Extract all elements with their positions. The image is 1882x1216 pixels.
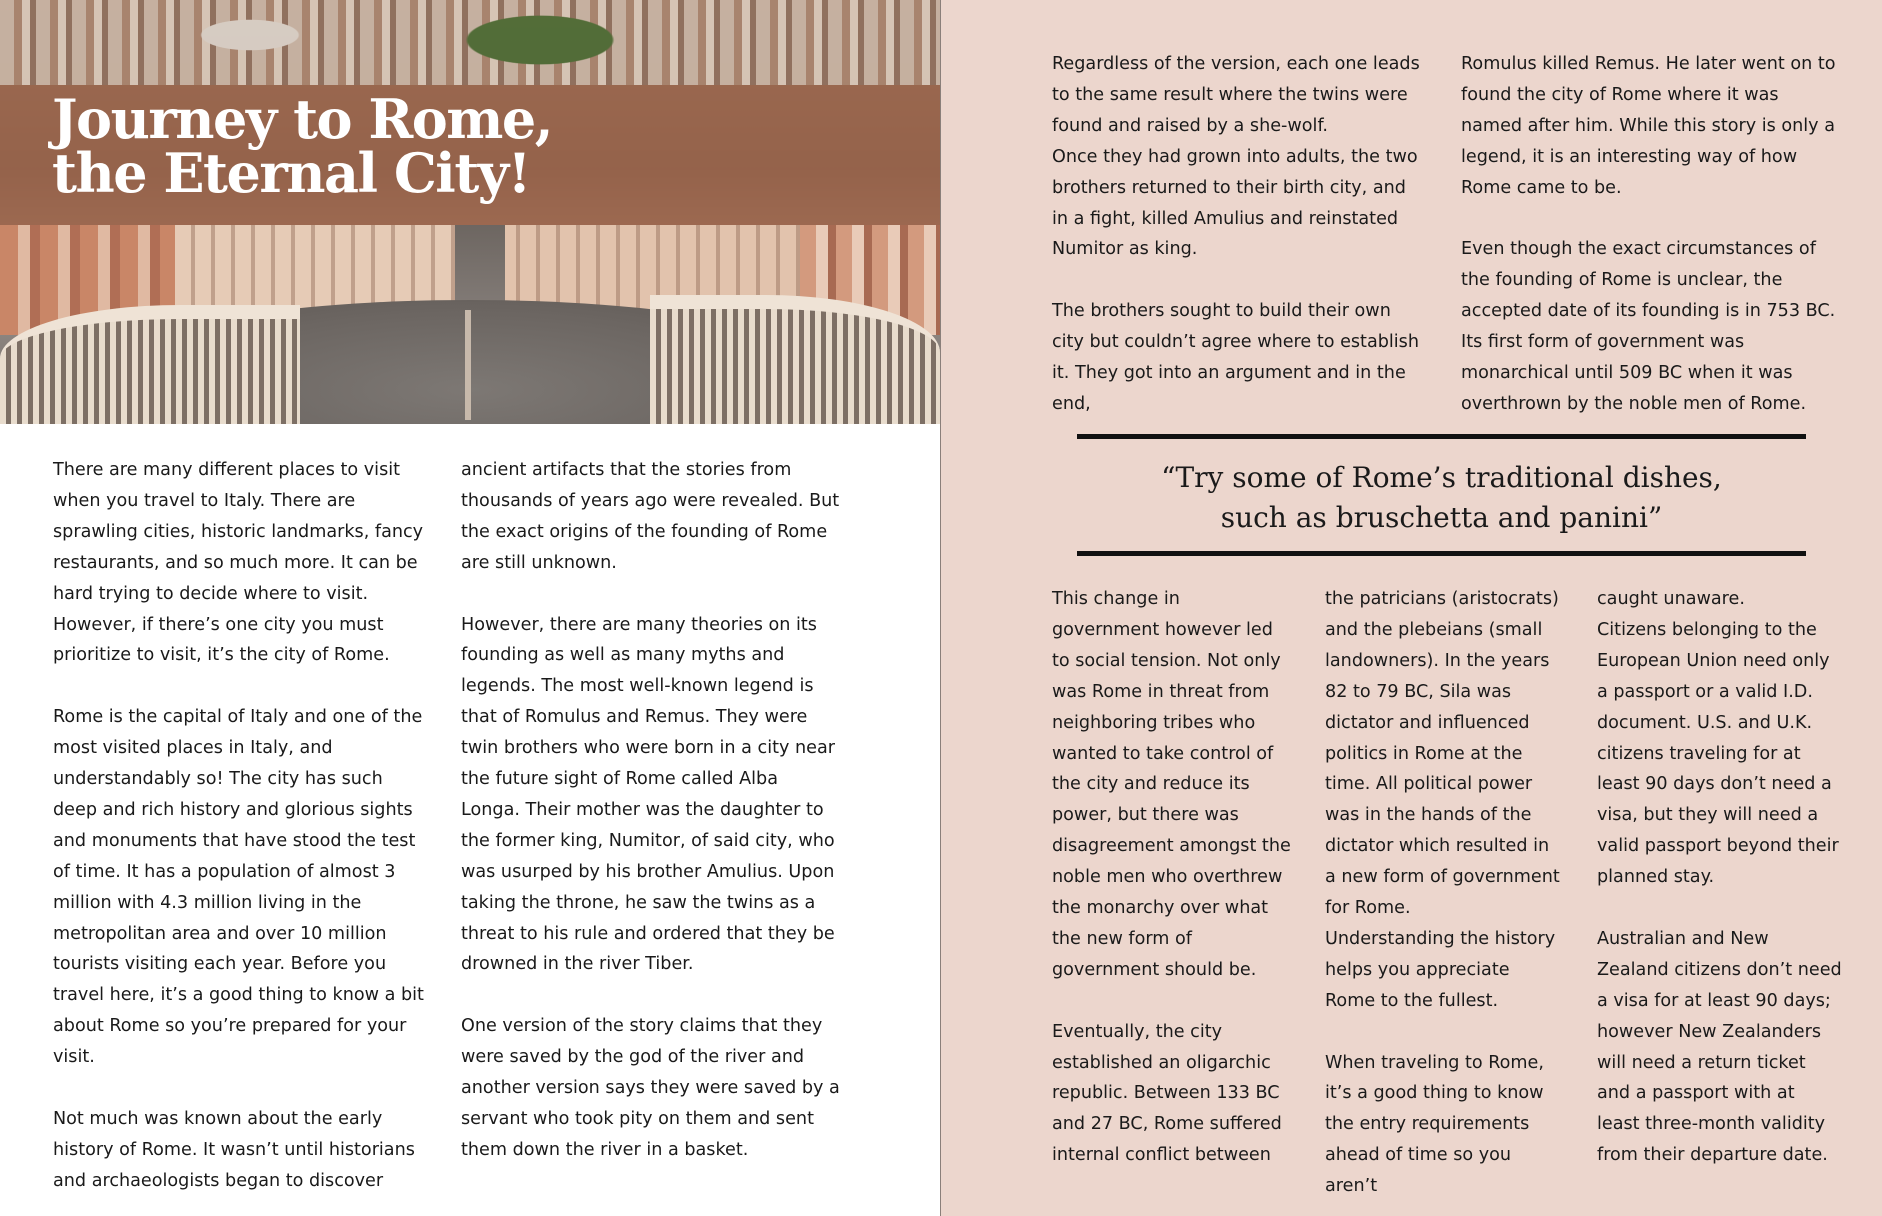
right-top-column-1 — [1052, 49, 1422, 420]
page-title: Journey to Rome, the Eternal City! — [52, 87, 553, 205]
right-top-column-2 — [1461, 49, 1841, 420]
right-bottom-column-2 — [1325, 584, 1565, 1202]
left-column-2 — [461, 455, 841, 1166]
right-bottom-column-3 — [1597, 584, 1842, 1171]
right-bottom-column-1 — [1052, 584, 1292, 1171]
paragraph: Even though the exact circumstances of the founding of Rome is unclear, the accepted date of its founding is in 753 BC. Its first form of government was monarchical until 509 BC when it was overthrown by the noble men of Rome. — [1461, 239, 1836, 414]
paragraph: However, there are many theories on its founding as well as many myths and legends. The most well-known legend is that of Romulus and Remus. They were twin brothers who were born in a city near the future sight of Rome called Alba Longa. Their mother was the daughter to the former king, Numitor, of said city, who was usurped by his brother Amulius. Upon taking the throne, he saw the twins as a threat to his rule and ordered that they be drowned in the river Tiber. — [461, 614, 835, 975]
paragraph: One version of the story claims that they were saved by the god of the river and another version says they were saved by a servant who took pity on them and sent them down the river in a basket. — [461, 1016, 840, 1160]
paragraph: Citizens belonging to the European Union need only a passport or a valid I.D. document. U.S. and U.K. citizens traveling for at least 90 days don’t need a visa, but they will need a valid passport beyond their planned stay. — [1597, 619, 1839, 888]
paragraph: Once they had grown into adults, the two brothers returned to their birth city, and in a fight, killed Amulius and reinstated Numitor as king. — [1052, 146, 1418, 260]
paragraph: Australian and New Zealand citizens don’t need a visa for at least 90 days; however New Zealanders will need a return ticket and a passport with at least three-month validity from their departure date. — [1597, 928, 1842, 1166]
paragraph: ancient artifacts that the stories from thousands of years ago were revealed. But the exact origins of the founding of Rome are still unknown. — [461, 460, 840, 573]
pull-quote: “Try some of Rome’s traditional dishes, such as bruschetta and panini” — [1161, 461, 1722, 534]
paragraph: There are many different places to visit when you travel to Italy. There are sprawling cities, historic landmarks, fancy restaurants, and so much more. It can be hard trying to decide where to visit. However, if there’s one city you must prioritize to visit, it’s the city of Rome. — [53, 460, 424, 666]
paragraph: the patricians (aristocrats) and the plebeians (small landowners). In the years 82 to 79 BC, Sila was dictator and influenced politics in Rome at the time. All political power was in the hands of the dictator which resulted in a new form of government for Rome. — [1325, 589, 1560, 919]
paragraph: Not much was known about the early history of Rome. It wasn’t until historians and archaeologists began to discover — [53, 1109, 415, 1191]
paragraph: When traveling to Rome, it’s a good thing to know the entry requirements ahead of time so you aren’t — [1325, 1052, 1544, 1197]
paragraph: This change in government however led to social tension. Not only was Rome in threat from neighboring tribes who wanted to take control of the city and reduce its power, but there was disagreement amongst the noble men who overthrew the monarchy over what the new form of government should be. — [1052, 589, 1291, 980]
paragraph: caught unaware. — [1597, 589, 1745, 609]
left-column-1 — [53, 455, 428, 1197]
paragraph: Romulus killed Remus. He later went on to found the city of Rome where it was named after him. While this story is only a legend, it is an interesting way of how Rome came to be. — [1461, 54, 1836, 198]
hero-photo-st-peters-square — [0, 0, 940, 424]
paragraph: Rome is the capital of Italy and one of the most visited places in Italy, and understandably so! The city has such deep and rich history and glorious sights and monuments that have stood the test of time. It has a population of almost 3 million with 4.3 million living in the metropolitan area and over 10 million tourists visiting each year. Before you travel here, it’s a good thing to know a bit about Rome so you’re prepared for your visit. — [53, 707, 424, 1068]
quote-rule-bottom — [1077, 551, 1806, 556]
paragraph: Eventually, the city established an oligarchic republic. Between 133 BC and 27 BC, Rome suffered internal conflict between — [1052, 1021, 1282, 1166]
quote-rule-top — [1077, 434, 1806, 439]
paragraph: The brothers sought to build their own city but couldn’t agree where to establish it. They got into an argument and in the end, — [1052, 301, 1420, 414]
paragraph: Understanding the history helps you appreciate Rome to the fullest. — [1325, 928, 1556, 1011]
left-page — [0, 0, 940, 1216]
paragraph: Regardless of the version, each one leads to the same result where the twins were found and raised by a she-wolf. — [1052, 54, 1420, 136]
